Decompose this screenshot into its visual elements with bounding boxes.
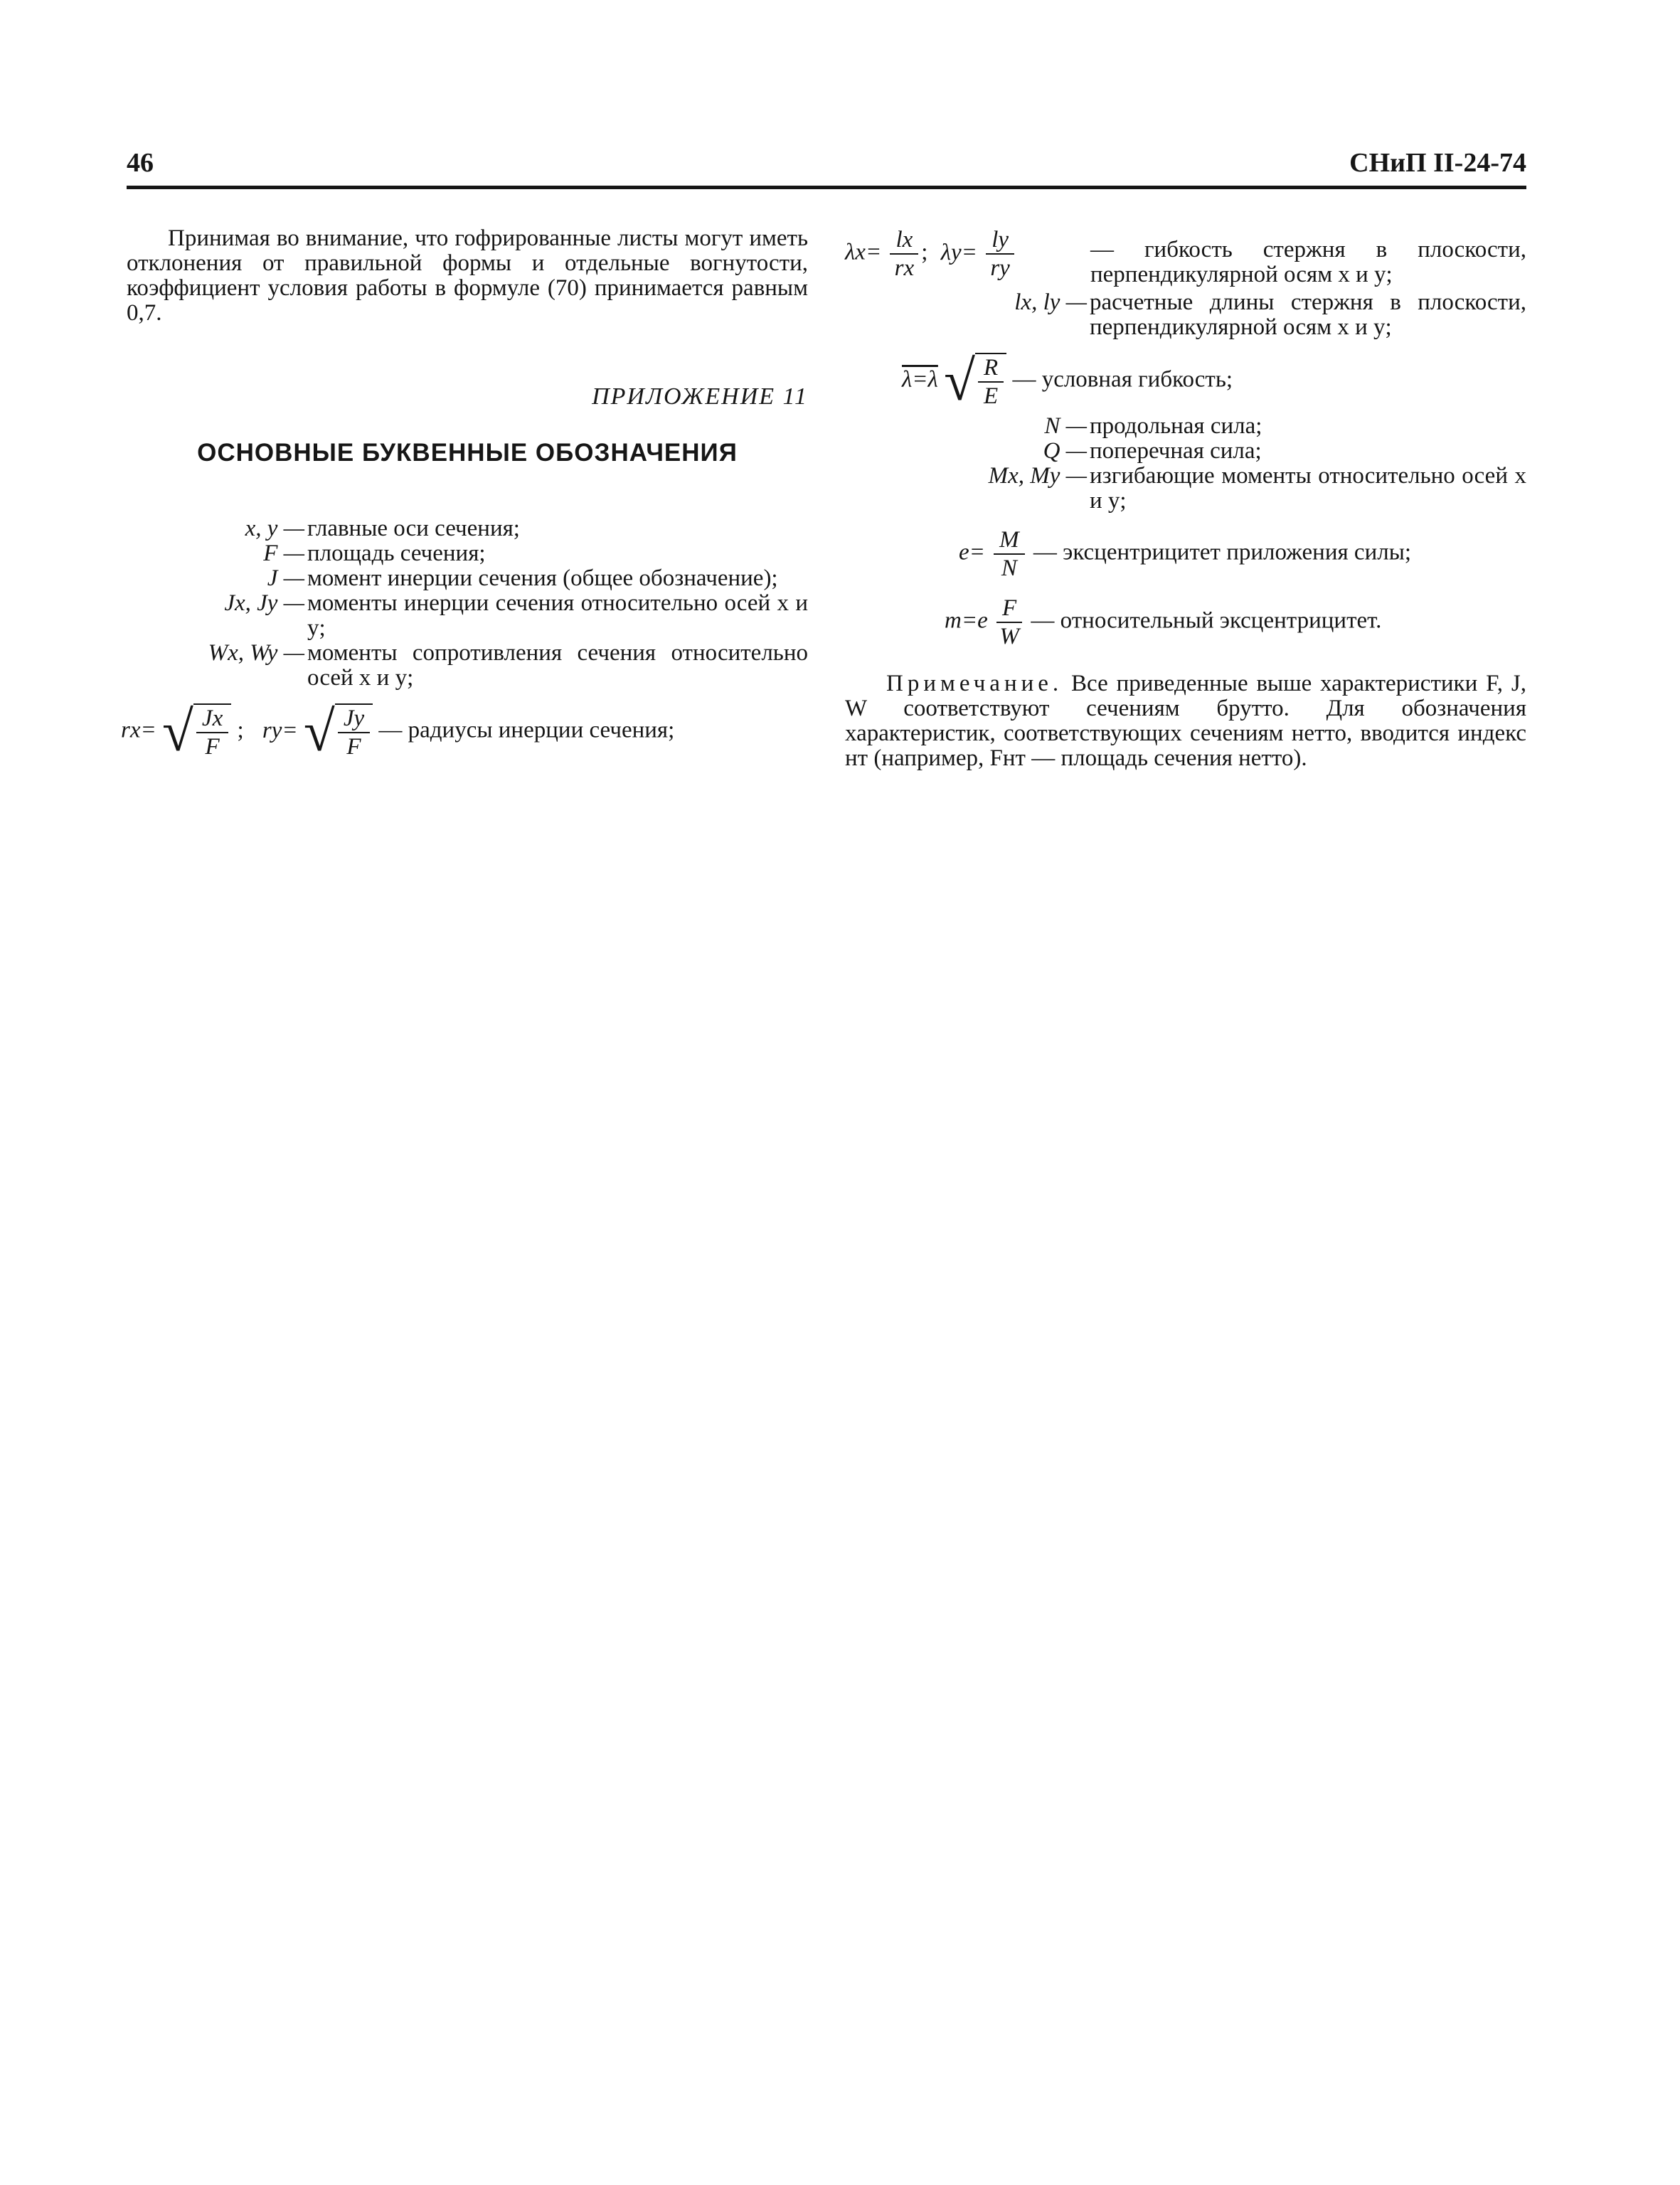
definition-symbol: x, y —: [245, 516, 304, 541]
r-numerator: R: [978, 354, 1004, 383]
rx-lhs: rx=: [121, 717, 156, 743]
section-title: ОСНОВНЫЕ БУКВЕННЫЕ ОБОЗНАЧЕНИЯ: [197, 439, 738, 467]
rx-denominator: rx: [894, 255, 915, 281]
definition-row: [127, 516, 808, 541]
jx-numerator: Jx: [196, 705, 228, 733]
note-paragraph: [845, 671, 1526, 771]
ry-lhs: ry=: [262, 717, 298, 743]
definition-text: поперечная сила;: [1090, 438, 1262, 464]
radius-of-gyration-formula: [121, 701, 808, 763]
definition-text: площадь сечения;: [307, 541, 486, 566]
header-rule: [127, 186, 1526, 189]
definition-text: продольная сила;: [1090, 413, 1262, 439]
intro-paragraph: Принимая во внимание, что гофрированные листы могут иметь отклонения от правильной формы и отдельные вогнутости, коэффициент условия работы в формуле (70) принимается равным 0,7.: [127, 225, 808, 326]
jy-numerator: Jy: [338, 705, 370, 733]
definition-symbol: N —: [1044, 413, 1087, 439]
right-column: [845, 226, 1526, 794]
definition-text: главные оси сечения;: [307, 516, 520, 541]
formula-separator: ;: [237, 717, 244, 743]
rx-sqrt: √ $\frac{Jx}{F}$: [162, 703, 231, 760]
conditional-slenderness-description: — условная гибкость;: [1012, 366, 1233, 393]
document-code: СНиП II-24-74: [1349, 148, 1526, 178]
appendix-label: ПРИЛОЖЕНИЕ 11: [592, 383, 808, 410]
lengths-definition: [845, 290, 1526, 340]
definition-row: [127, 591, 808, 641]
radius-description: — радиусы инерции сечения;: [378, 717, 675, 743]
definition-text: моменты инерции сечения относительно осей x и y;: [307, 590, 808, 641]
conditional-slenderness-formula: λ=λ √ $\frac{R}{E}$ — условная гибкость;: [902, 350, 1233, 413]
definition-row: [127, 541, 808, 566]
definition-row: [845, 439, 1526, 464]
definition-symbol: Mx, My —: [988, 463, 1087, 489]
relative-eccentricity-description: — относительный эксцентрицитет.: [1031, 607, 1382, 634]
slenderness-description: — гибкость стержня в плоскости, перпендикулярной осям x и y;: [1090, 237, 1526, 287]
eccentricity-description: — эксцентрицитет приложения силы;: [1033, 539, 1412, 565]
ry-sqrt: √ $\frac{Jy}{F}$: [304, 703, 373, 760]
note-text: Все приведенные выше характеристики F, J, W соответствуют сечениям брутто. Для обозначения характеристик, соответствующих сечениям нетто, вводится индекс нт (например, Fнт — площадь сечения нетто).: [845, 671, 1526, 771]
e-denominator: E: [984, 383, 999, 409]
f-numerator: F: [996, 595, 1022, 623]
e-lhs: e=: [959, 539, 985, 565]
definition-symbol: Wx, Wy —: [208, 640, 304, 666]
n-denominator: N: [1001, 555, 1017, 581]
ly-numerator: ly: [986, 226, 1014, 255]
lambda-x-lhs: λx=: [845, 239, 882, 265]
definition-row: [127, 566, 808, 591]
m-lhs: m=e: [945, 607, 988, 634]
page-number: 46: [127, 148, 154, 178]
lambda-bar-lhs: λ=λ: [902, 366, 938, 393]
symbol-definitions-left: [127, 516, 808, 691]
eccentricity-formula: [959, 526, 1526, 582]
f-denominator: F: [205, 734, 220, 760]
definition-row: [845, 464, 1526, 514]
lx-numerator: lx: [890, 226, 918, 255]
left-column: [121, 225, 808, 763]
relative-eccentricity-formula: [945, 595, 1526, 650]
definition-text: расчетные длины стержня в плоскости, перпендикулярной осям x и y;: [1090, 289, 1526, 340]
lambda-y-lhs: λy=: [940, 239, 977, 265]
formula-separator: ;: [921, 239, 928, 265]
definition-text: момент инерции сечения (общее обозначение);: [307, 565, 778, 591]
definition-text: изгибающие моменты относительно осей x и y;: [1090, 463, 1526, 514]
symbol-definitions-right: [845, 414, 1526, 514]
m-numerator: M: [994, 526, 1025, 555]
definition-row: [845, 290, 1526, 340]
definition-text: моменты сопротивления сечения относительно осей x и y;: [307, 640, 808, 691]
note-label: Примечание.: [886, 671, 1063, 696]
definition-symbol: lx, ly —: [1014, 289, 1087, 315]
f-denominator: F: [346, 734, 361, 760]
definition-row: [845, 414, 1526, 439]
w-denominator: W: [999, 624, 1019, 649]
definition-symbol: Jx, Jy —: [224, 590, 304, 616]
definition-row: [127, 641, 808, 691]
definition-symbol: J —: [267, 565, 304, 591]
ry-denominator: ry: [990, 255, 1010, 281]
definition-symbol: F —: [263, 541, 304, 566]
definition-symbol: Q —: [1043, 438, 1087, 464]
